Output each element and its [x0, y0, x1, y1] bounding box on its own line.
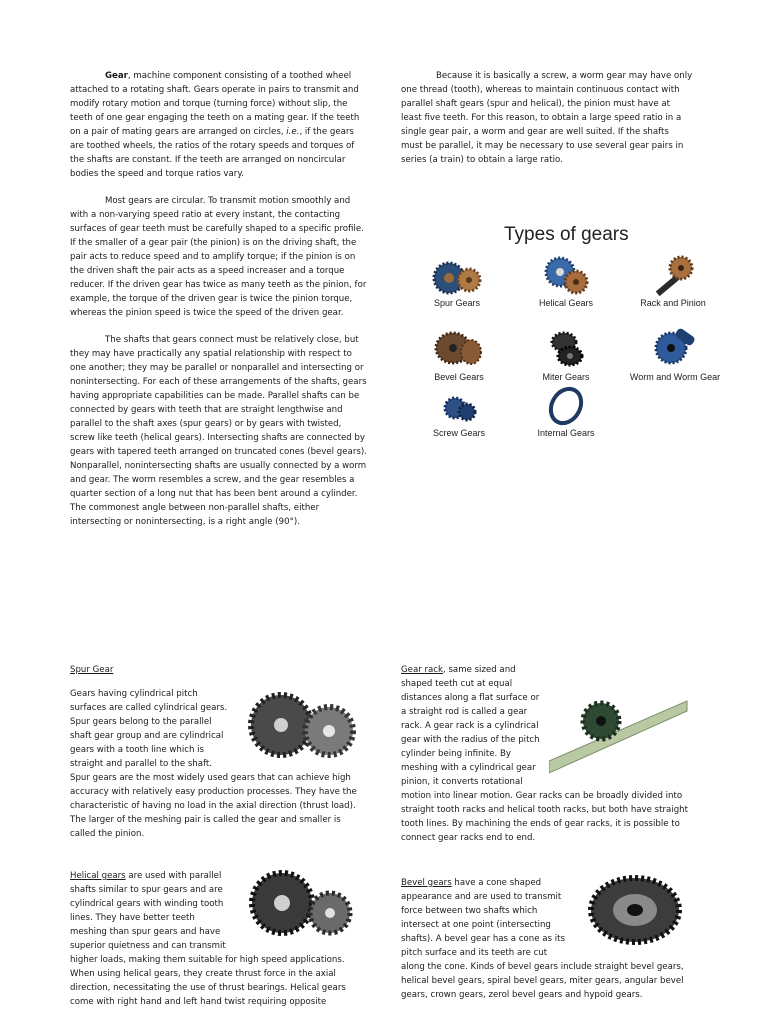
label-worm-and-worm-gear: Worm and Worm Gear — [629, 372, 721, 382]
bevel-gears-heading: Bevel gears — [401, 878, 452, 888]
helical-gear-pair-icon — [234, 869, 364, 944]
miter-gears-icon — [536, 326, 596, 370]
figure-internal-gears — [516, 386, 616, 438]
label-internal-gears: Internal Gears — [537, 428, 595, 438]
helical-gears-icon — [536, 254, 596, 296]
intro-paragraph-2: Most gears are circular. To transmit motion smoothly and with a non-varying speed ratio at every instant, the contacting surfaces of gear teeth must be carefully shaped to a specific profile. If the smaller of a gear pair (the pinion) is on the driving shaft, the pair acts to reduce speed and to amplify torque; if the pinion is on the driven shaft the pair acts as a speed increaser and a torque reducer. If the driven gear has twice as many teeth as the pinion, for example, the torque of the driven gear is twice the pinion torque, whereas the pinion speed is twice the speed of the driven gear. — [70, 196, 367, 318]
gear-rack-text: , same sized and shaped teeth cut at equal distances along a flat surface or a straight rod is called a gear rack. A gear rack is a cylindrical gear with the radius of the pitch cylinder being infinite. By meshing with a cylindrical gear pinion, it converts rotational motion into linear motion. Gear racks can be broadly divided into straight tooth racks and helical tooth racks, but both have straight tooth lines. By machining the ends of gear racks, it is possible to connect gear racks end to end. — [401, 665, 688, 843]
rack-and-pinion-icon — [643, 252, 703, 296]
figure-screw-gears — [409, 392, 509, 438]
spur-gear-text: Gears having cylindrical pitch surfaces are called cylindrical gears. Spur gears belong to the parallel shaft gear group and are cylindrical gears with a tooth line which is straight and parallel to the shaft. Spur gears are the most widely used gears that can achieve high accuracy with relatively easy production processes. They have the characteristic of having no load in the axial direction (thrust load). The larger of the meshing pair is called the gear and smaller is called the pinion. — [70, 689, 357, 839]
label-bevel-gears: Bevel Gears — [434, 372, 484, 382]
figure-worm-and-worm-gear — [620, 326, 730, 382]
screw-gears-icon — [429, 392, 489, 426]
gear-rack-heading: Gear rack — [401, 665, 443, 675]
bevel-gears-text: have a cone shaped appearance and are used to transmit force between two shafts which intersect at one point (intersecting shafts). A bevel gear has a cone as its pitch surface and its teeth are cut along the cone. Kinds of bevel gears include straight bevel gears, helical bevel gears, spiral bevel gears, miter gears, angular bevel gears, crown gears, zerol bevel gears and hypoid gears. — [401, 878, 684, 1000]
figure-bevel-gears — [409, 326, 509, 382]
figure-title: Types of gears — [504, 224, 629, 245]
section-helical-gears — [70, 869, 368, 1009]
figure-miter-gears — [516, 326, 616, 382]
section-bevel-gears — [401, 876, 693, 1002]
gear-term: Gear — [105, 71, 128, 81]
bevel-gear-icon — [579, 870, 689, 950]
spur-gear-heading: Spur Gear — [70, 665, 114, 675]
intro-paragraph-1: Gear, machine component consisting of a toothed wheel attached to a rotating shaft. Gears operate in pairs to transmit and modify rotary motion and torque (turning force) without slip, the teeth of one gear engaging the teeth on a mating gear. If the teeth on a pair of mating gears are arranged on circles, i.e., if the gears are toothed wheels, the ratios of the rotary speeds and torques of the shafts are constant. If the teeth are arranged on noncircular bodies the speed and torque ratios vary. — [70, 71, 360, 179]
label-screw-gears: Screw Gears — [432, 428, 485, 438]
internal-gears-icon — [536, 386, 596, 426]
section-spur-gear — [70, 663, 368, 841]
helical-gears-heading: Helical gears — [70, 871, 126, 881]
figure-helical-gears — [516, 254, 616, 308]
intro-left-column — [70, 69, 368, 542]
figure-rack-and-pinion — [623, 252, 723, 308]
intro-paragraph-3: The shafts that gears connect must be relatively close, but they may have practically any spatial relationship with respect to one another; they may be parallel or nonparallel and intersecting or nonintersecting. For each of these arrangements of the shafts, gears having appropriate capabilities can be made. Parallel shafts can be connected by gears with teeth that are straight lengthwise and parallel to the shaft axes (spur gears) or by gears with twisted, screw like teeth (helical gears). Intersecting shafts are connected by gears with tapered teeth arranged on truncated cones (bevel gears). Nonparallel, nonintersecting shafts are usually connected by a worm and gear. The worm resembles a screw, and the gear resembles a quarter section of a long nut that has been bent around a cylinder. The commonest angle between non-parallel shafts, either intersecting or nonintersecting, is a right angle (90°). — [70, 335, 367, 527]
bevel-gears-icon — [429, 326, 489, 370]
intro-paragraph-4: Because it is basically a screw, a worm gear may have only one thread (tooth), whereas to maintain continuous contact with parallel shaft gears (spur and helical), the pinion must have at least five teeth. For this reason, to obtain a large speed ratio in a single gear pair, a worm and gear are well suited. If the shafts must be parallel, it may be necessary to use several gear pairs in series (a train) to obtain a large ratio. — [401, 71, 693, 165]
helical-gears-text: are used with parallel shafts similar to spur gears and are cylindrical gears with winding tooth lines. They have better teeth meshing than spur gears and have superior quietness and can transmit higher loads, making them suitable for high speed applications. When using helical gears, they create thrust force in the axial direction, necessitating the use of thrust bearings. Helical gears come with right hand and left hand twist requiring opposite — [70, 871, 346, 1007]
label-rack-and-pinion: Rack and Pinion — [640, 298, 706, 308]
spur-gear-pair-icon — [239, 687, 364, 765]
worm-gear-icon — [645, 326, 705, 370]
figure-spur-gears — [407, 258, 507, 308]
label-miter-gears: Miter Gears — [542, 372, 590, 382]
spur-gears-icon — [427, 258, 487, 296]
gear-rack-icon — [549, 681, 689, 776]
label-spur-gears: Spur Gears — [433, 298, 481, 308]
section-gear-rack — [401, 663, 693, 845]
label-helical-gears: Helical Gears — [538, 298, 594, 308]
intro-right-column — [401, 69, 693, 180]
